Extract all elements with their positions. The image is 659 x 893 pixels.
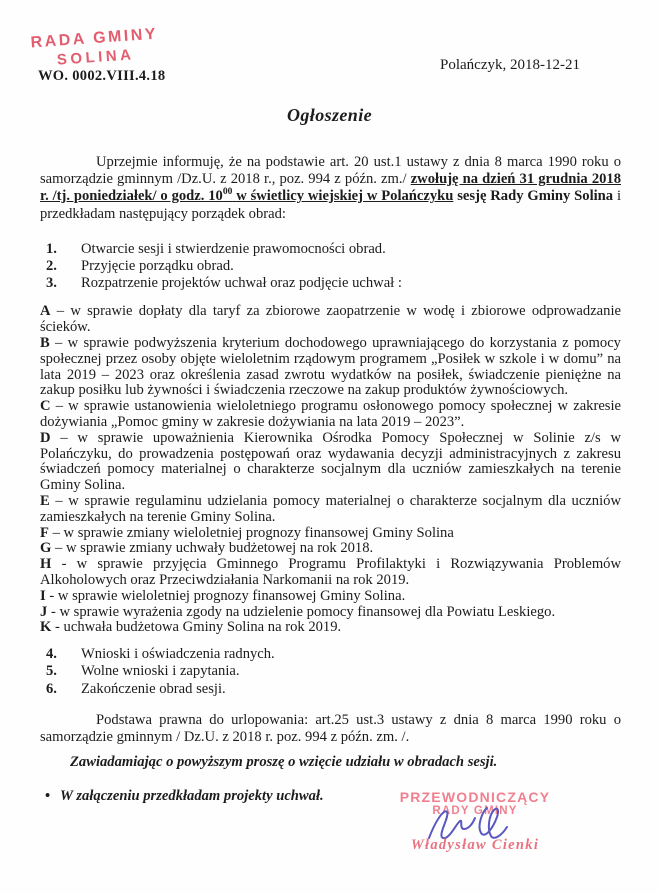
intro-normal-start: Uprzejmie informuję, że na podstawie art. 20 ust.1 ustawy z dnia 8 marca 1990 roku o samorządzie gminnym /Dz.U. z 2018 r., poz. 994 z późn. zm./ bbox=[40, 154, 621, 188]
page-title: Ogłoszenie bbox=[287, 105, 372, 125]
agenda-item: 6. Zakończenie obrad sesji. bbox=[46, 680, 226, 697]
agenda-item: 5. Wolne wnioski i zapytania. bbox=[46, 663, 240, 680]
chairman-stamp-line1: PRZEWODNICZĄCY bbox=[399, 789, 551, 805]
superscript-hour: 00 bbox=[222, 187, 233, 198]
resolution-item: C – w sprawie ustanowienia wieloletniego programu osłonowego pomocy społecznej w zakresie dożywiania „Pomoc gminy w zakresie dożywiania na lata 2019 – 2023”. bbox=[40, 398, 622, 430]
agenda-item: 2. Przyjęcie porządku obrad. bbox=[46, 258, 234, 275]
council-stamp-line1: RADA GMINY bbox=[30, 25, 159, 52]
resolution-item: B – w sprawie podwyższenia kryterium dochodowego uprawniającego do korzystania z pomocy społecznej przez osoby objęte wieloletnim rządowym programem „Posiłek w szkole i w domu” na lata 2019 – 2023 oraz określenia zasad zwrotu wydatków na posiłek, świadczenie pieniężne na zakup posiłku lub żywności i świadczenia rzeczowe na zakup produktów żywnościowych. bbox=[40, 335, 621, 399]
document-body bbox=[40, 154, 621, 806]
notice-line: Zawiadamiając o powyższym proszę o wzięcie udziału w obradach sesji. bbox=[70, 754, 498, 771]
resolution-item: D – w sprawie upoważnienia Kierownika Ośrodka Pomocy Społecznej w Solinie z/s w Polańczyku, do prowadzenia postępowań oraz wydawania decyzji administracyjnych z zakresu świadczeń pomocy materialnej o charakterze socjalnym dla uczniów zamieszkałych na terenie Gminy Solina. bbox=[40, 429, 621, 494]
resolution-item: A – w sprawie dopłaty dla taryf za zbiorowe zaopatrzenie w wodę i zbiorowe odprowadzanie ścieków. bbox=[40, 303, 621, 336]
intro-normal-end: i przedkładam następujący porządek obrad: bbox=[40, 188, 622, 222]
intro-bold: sesję Rady Gminy Solina bbox=[457, 188, 614, 205]
agenda-list-first bbox=[40, 241, 621, 293]
agenda-item: 1. Otwarcie sesji i stwierdzenie prawomocności obrad. bbox=[46, 240, 386, 257]
resolution-item: I - w sprawie wieloletniej prognozy finansowej Gminy Solina. bbox=[40, 587, 406, 604]
resolution-item: G – w sprawie zmiany uchwały budżetowej na rok 2018. bbox=[40, 540, 374, 557]
agenda-list-second bbox=[40, 646, 621, 698]
bullet-icon: • bbox=[45, 788, 51, 805]
legal-basis-paragraph: Podstawa prawna do urlopowania: art.25 ust.3 ustawy z dnia 8 marca 1990 roku o samorządzie gminnym / Dz.U. z 2018 r. poz. 994 z późn. zm. /. bbox=[40, 711, 621, 745]
agenda-item: 3. Rozpatrzenie projektów uchwał oraz podjęcie uchwał : bbox=[46, 275, 402, 292]
chairman-stamp-line2: RADY GMINY bbox=[432, 805, 518, 817]
resolutions-list bbox=[40, 304, 621, 636]
chairman-name: Władysław Cienki bbox=[410, 837, 540, 853]
signature-block bbox=[396, 789, 554, 854]
resolution-item: H - w sprawie przyjęcia Gminnego Programu Profilaktyki i Rozwiązywania Problemów Alkoholowych oraz Przeciwdziałania Narkomanii na rok 2019. bbox=[40, 556, 622, 588]
council-stamp-line2: SOLINA bbox=[56, 46, 135, 69]
resolution-item: E – w sprawie regulaminu udzielania pomocy materialnej o charakterze socjalnym dla uczniów zamieszkałych na terenie Gminy Solina. bbox=[40, 492, 621, 525]
agenda-item: 4. Wnioski i oświadczenia radnych. bbox=[46, 646, 275, 663]
resolution-item: F – w sprawie zmiany wieloletniej prognozy finansowej Gminy Solina bbox=[40, 524, 454, 541]
council-stamp bbox=[27, 25, 163, 70]
resolution-item: K - uchwała budżetowa Gminy Solina na rok 2019. bbox=[40, 619, 342, 636]
intro-paragraph bbox=[40, 154, 621, 223]
attachment-text: W załączeniu przedkładam projekty uchwał. bbox=[60, 788, 324, 805]
intro-bold-underline: zwołuję na dzień 31 grudnia 2018 r. /tj. poniedziałek/ o godz. $10^{00}$ w świetlicy wiejskiej w Polańczyku bbox=[40, 171, 622, 205]
reference-number: WO. 0002.VIII.4.18 bbox=[38, 68, 166, 84]
resolution-item: J - w sprawie wyrażenia zgody na udzielenie pomocy finansowej dla Powiatu Leskiego. bbox=[40, 603, 556, 620]
place-and-date: Polańczyk, 2018-12-21 bbox=[440, 57, 580, 73]
